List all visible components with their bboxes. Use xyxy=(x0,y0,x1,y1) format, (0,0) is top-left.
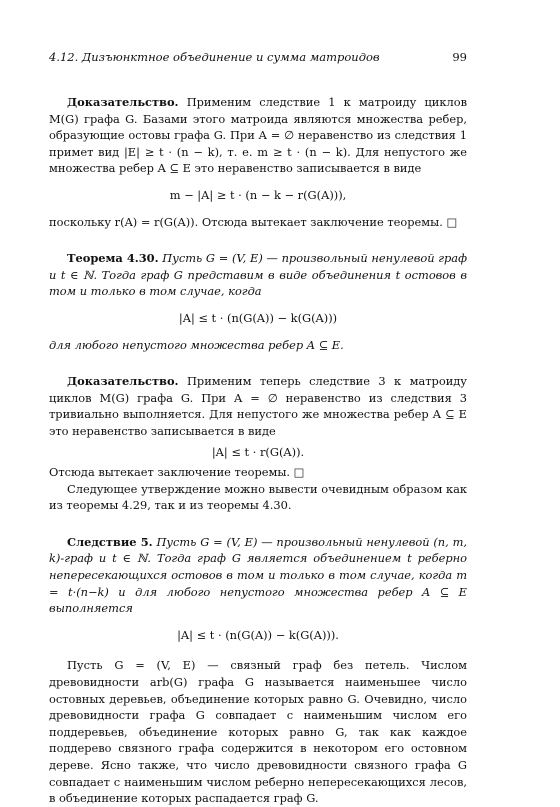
proof-paragraph-1 xyxy=(49,94,467,177)
formula-4: |A| ≤ t · (n(G(A)) − k(G(A))). xyxy=(177,627,339,642)
proof-conclusion-2: Отсюда вытекает заключение теоремы. □ xyxy=(49,465,305,480)
formula-1: m − |A| ≥ t · (n − k − r(G(A))), xyxy=(169,187,347,202)
proof-lead: Доказательство. xyxy=(67,374,179,389)
proof-paragraph-2 xyxy=(49,373,467,439)
section-title: 4.12. Дизъюнктное объединение и сумма матроидов xyxy=(49,50,380,64)
theorem-4-30 xyxy=(49,250,467,300)
page-number: 99 xyxy=(452,50,467,64)
proof-lead: Доказательство. xyxy=(67,95,179,109)
corollary-lead: Следствие 5. xyxy=(67,534,153,549)
arboricity-paragraph: Пусть G = (V, E) — связный граф без петель. Числом древовидности arb(G) графа G называется наименьшее число остовных деревьев, объединение которых равно G. Очевидно, число древовидности графа G совпадает с наименьшим числом его поддеревьев, объединение которых равно G, так как каждое поддерево связного графа содержится в некотором его остовном дереве. Ясно также, что число древовидности связного графа G совпадает с наименьшим числом реберно непересекающихся лесов, в объединение которых распадается граф G. xyxy=(49,658,467,806)
formula-2: |A| ≤ t · (n(G(A)) − k(G(A))) xyxy=(178,310,338,325)
corollary-text: Пусть G = (V, E) — произвольный ненулевой (n, m, k)-граф и t ∈ ℕ. Тогда граф G является объединением t реберно непересекающихся остовов в том и только в том случае, когда m = t·(n−k) и для любого непустого множества ребер A ⊆ E выполняется xyxy=(49,534,468,616)
theorem-text: Пусть G = (V, E) — произвольный ненулевой граф и t ∈ ℕ. Тогда граф G представим в виде объединения t остовов в том и только в том случае, когда xyxy=(49,251,468,299)
formula-3: |A| ≤ t · r(G(A)). xyxy=(211,444,305,459)
proof-conclusion-1: поскольку r(A) = r(G(A)). Отсюда вытекает заключение теоремы. □ xyxy=(49,214,458,229)
running-header xyxy=(49,50,467,64)
remark-paragraph: Следующее утверждение можно вывести очевидным образом как из теоремы 4.29, так и из теоремы 4.30. xyxy=(49,481,467,513)
corollary-5 xyxy=(49,534,467,617)
proof-text: Применим теперь следствие 3 к матроиду циклов M(G) графа G. При A = ∅ неравенство из следствия 3 тривиально выполняется. Для непустого же множества ребер A ⊆ E это неравенство записывается в виде xyxy=(49,374,467,438)
page xyxy=(49,50,467,807)
proof-text: Применим следствие 1 к матроиду циклов M(G) графа G. Базами этого матроида являются множества ребер, образующие остовы графа G. При A = ∅ неравенство из следствия 1 примет вид |E| ≥ t · (n − k), т. е. m ≥ t · (n − k). Для непустого же множества ребер A ⊆ E это неравенство записывается в виде xyxy=(49,95,467,176)
theorem-tail: для любого непустого множества ребер A ⊆ E. xyxy=(49,337,344,352)
theorem-lead: Теорема 4.30. xyxy=(67,251,159,266)
